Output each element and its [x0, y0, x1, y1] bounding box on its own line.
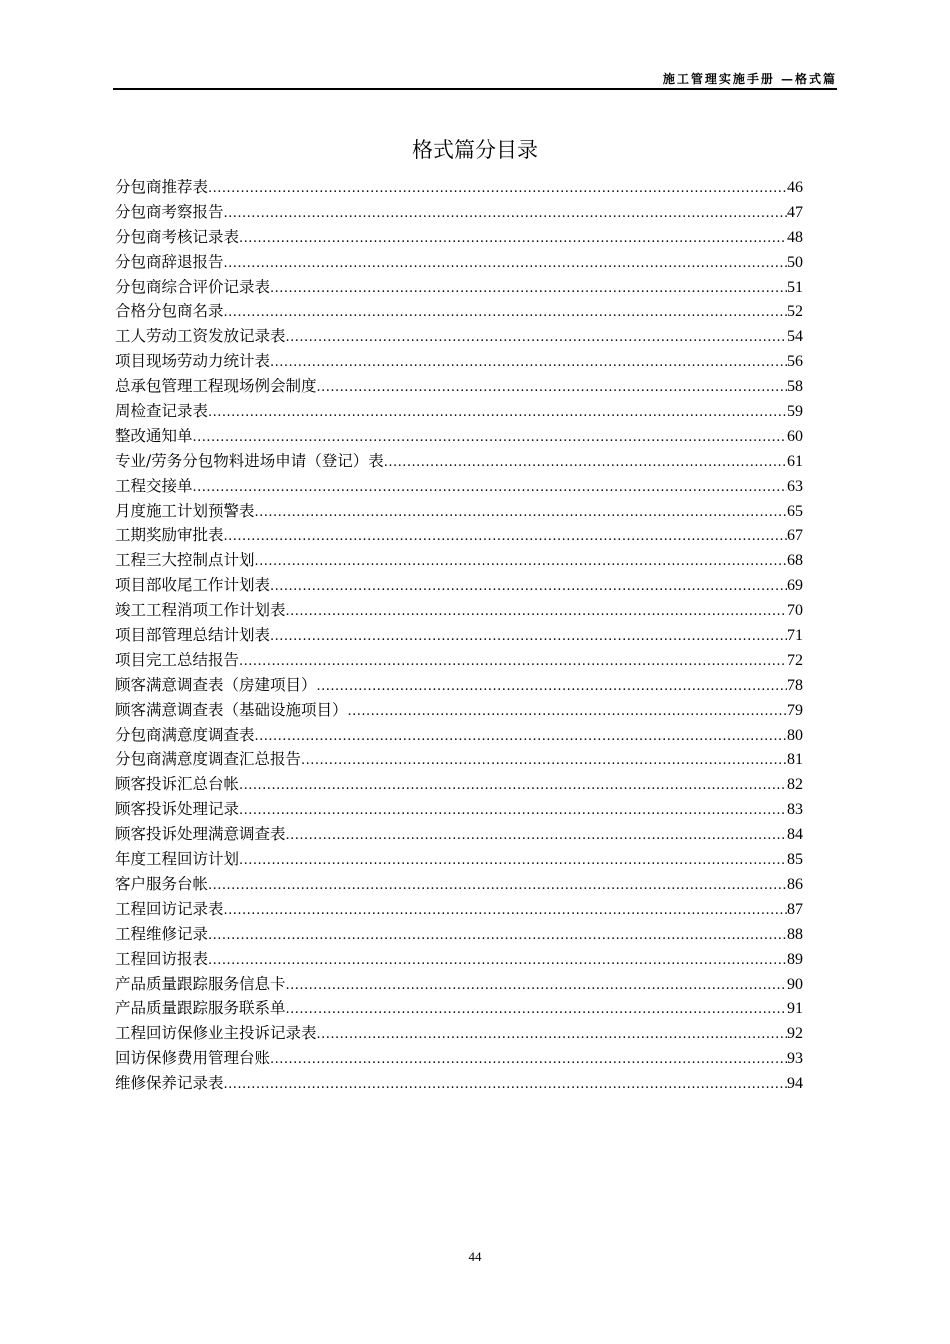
toc-dot-leader	[224, 301, 787, 324]
toc-dot-leader	[255, 501, 787, 524]
toc-dot-leader	[270, 277, 787, 300]
toc-dot-leader	[384, 451, 787, 474]
toc-entry[interactable]	[115, 523, 803, 548]
toc-dot-leader	[239, 227, 787, 250]
toc-entry-label: 工程三大控制点计划	[115, 551, 255, 570]
toc-entry-page: 50	[787, 253, 803, 271]
toc-entry-page: 71	[787, 627, 803, 645]
toc-dot-leader	[286, 600, 787, 623]
toc-entry-page: 89	[787, 950, 803, 968]
toc-dot-leader	[224, 525, 787, 548]
toc-entry[interactable]	[115, 399, 803, 424]
toc-dot-leader	[286, 998, 787, 1021]
toc-entry-page: 92	[787, 1025, 803, 1043]
toc-dot-leader	[239, 650, 787, 673]
toc-entry[interactable]	[115, 623, 803, 648]
toc-entry-label: 分包商满意度调查汇总报告	[115, 750, 302, 769]
toc-entry[interactable]	[115, 797, 803, 822]
toc-dot-leader	[208, 924, 787, 947]
toc-entry[interactable]	[115, 250, 803, 275]
toc-entry[interactable]	[115, 225, 803, 250]
toc-entry[interactable]	[115, 598, 803, 623]
toc-entry-page: 56	[787, 353, 803, 371]
toc-dot-leader	[317, 675, 787, 698]
toc-entry[interactable]	[115, 822, 803, 847]
toc-entry-label: 顾客满意调查表（房建项目）	[115, 675, 317, 694]
page-header	[113, 66, 837, 90]
toc-entry[interactable]	[115, 673, 803, 698]
toc-entry-page: 81	[787, 751, 803, 769]
toc-entry[interactable]	[115, 1021, 803, 1046]
page-title: 格式篇分目录	[412, 138, 538, 162]
toc-dot-leader	[286, 824, 787, 847]
toc-entry[interactable]	[115, 772, 803, 797]
toc-entry-label: 客户服务台帐	[115, 874, 209, 893]
toc-entry-page: 63	[787, 477, 803, 495]
toc-entry-page: 84	[787, 826, 803, 844]
toc-entry-page: 82	[787, 776, 803, 794]
toc-entry-label: 工程回访报表	[115, 949, 209, 968]
toc-entry-page: 52	[787, 303, 803, 321]
toc-dot-leader	[270, 625, 787, 648]
toc-entry-page: 59	[787, 403, 803, 421]
toc-entry-page: 54	[787, 328, 803, 346]
toc-entry-page: 67	[787, 527, 803, 545]
toc-entry-label: 工人劳动工资发放记录表	[115, 327, 286, 346]
toc-entry-page: 86	[787, 875, 803, 893]
toc-entry-label: 周检查记录表	[115, 402, 209, 421]
toc-dot-leader	[208, 177, 787, 200]
toc-entry-label: 工程交接单	[115, 476, 193, 495]
toc-entry-label: 项目完工总结报告	[115, 650, 240, 669]
toc-entry[interactable]	[115, 1071, 803, 1096]
toc-entry-page: 85	[787, 851, 803, 869]
toc-entry-label: 合格分包商名录	[115, 302, 224, 321]
toc-entry-label: 顾客投诉处理记录	[115, 800, 240, 819]
toc-entry-label: 工期奖励审批表	[115, 526, 224, 545]
toc-entry-page: 93	[787, 1050, 803, 1068]
toc-dot-leader	[317, 1023, 787, 1046]
toc-entry[interactable]	[115, 424, 803, 449]
toc-entry-page: 60	[787, 427, 803, 445]
toc-entry-page: 69	[787, 577, 803, 595]
toc-entry-label: 整改通知单	[115, 426, 193, 445]
toc-entry-label: 工程维修记录	[115, 924, 209, 943]
toc-entry-page: 88	[787, 925, 803, 943]
toc-dot-leader	[224, 1073, 787, 1096]
toc-entry-label: 项目部管理总结计划表	[115, 626, 271, 645]
toc-entry[interactable]	[115, 474, 803, 499]
toc-dot-leader	[239, 849, 787, 872]
toc-entry[interactable]	[115, 872, 803, 897]
toc-entry-label: 分包商考察报告	[115, 202, 224, 221]
toc-entry[interactable]	[115, 573, 803, 598]
page-number: 44	[468, 1249, 482, 1264]
toc-dot-leader	[255, 550, 787, 573]
toc-entry[interactable]	[115, 922, 803, 947]
toc-entry-label: 竣工工程消项工作计划表	[115, 601, 286, 620]
toc-entry[interactable]	[115, 1046, 803, 1071]
toc-entry-label: 分包商辞退报告	[115, 252, 224, 271]
toc-entry[interactable]	[115, 548, 803, 573]
toc-entry-page: 47	[787, 203, 803, 221]
toc-dot-leader	[224, 202, 787, 225]
toc-entry[interactable]	[115, 499, 803, 524]
toc-entry[interactable]	[115, 723, 803, 748]
toc-entry[interactable]	[115, 897, 803, 922]
toc-dot-leader	[255, 725, 787, 748]
toc-dot-leader	[239, 774, 787, 797]
toc-entry[interactable]	[115, 349, 803, 374]
toc-dot-leader	[286, 326, 787, 349]
toc-entry-page: 46	[787, 179, 803, 196]
toc-entry-label: 顾客投诉处理满意调查表	[115, 825, 286, 844]
toc-entry-label: 年度工程回访计划	[115, 850, 240, 869]
toc-dot-leader	[301, 749, 787, 772]
toc-entry[interactable]	[115, 175, 803, 200]
toc-entry-page: 61	[787, 452, 803, 470]
toc-entry[interactable]	[115, 847, 803, 872]
toc-entry[interactable]	[115, 747, 803, 772]
table-of-contents	[115, 175, 803, 1096]
toc-entry[interactable]	[115, 972, 803, 997]
toc-entry-page: 91	[787, 1000, 803, 1018]
toc-entry-page: 70	[787, 602, 803, 620]
toc-dot-leader	[270, 575, 787, 598]
toc-entry-label: 分包商考核记录表	[115, 227, 240, 246]
toc-entry[interactable]	[115, 996, 803, 1021]
toc-entry-label: 专业/劳务分包物料进场申请（登记）表	[115, 451, 384, 470]
toc-dot-leader	[193, 476, 787, 499]
toc-entry-page: 90	[787, 975, 803, 993]
toc-dot-leader	[270, 1048, 787, 1071]
toc-dot-leader	[208, 874, 787, 897]
toc-dot-leader	[270, 351, 787, 374]
toc-entry-label: 分包商推荐表	[115, 178, 209, 196]
toc-dot-leader	[317, 376, 787, 399]
toc-entry[interactable]	[115, 374, 803, 399]
toc-entry[interactable]	[115, 449, 803, 474]
toc-entry-label: 总承包管理工程现场例会制度	[115, 377, 317, 396]
toc-dot-leader	[286, 974, 787, 997]
toc-entry-page: 51	[787, 278, 803, 296]
toc-entry-page: 83	[787, 801, 803, 819]
toc-entry[interactable]	[115, 200, 803, 225]
toc-entry-page: 68	[787, 552, 803, 570]
toc-entry-label: 顾客满意调查表（基础设施项目）	[115, 700, 348, 719]
toc-entry-label: 顾客投诉汇总台帐	[115, 775, 240, 794]
toc-entry-label: 分包商综合评价记录表	[115, 277, 271, 296]
toc-entry-page: 87	[787, 900, 803, 918]
toc-entry-label: 项目现场劳动力统计表	[115, 352, 271, 371]
toc-dot-leader	[348, 700, 787, 723]
toc-dot-leader	[193, 426, 787, 449]
toc-entry-label: 月度施工计划预警表	[115, 501, 255, 520]
toc-entry-label: 回访保修费用管理台账	[115, 1049, 271, 1068]
toc-dot-leader	[208, 949, 787, 972]
toc-entry[interactable]	[115, 648, 803, 673]
toc-entry-page: 80	[787, 726, 803, 744]
toc-entry-label: 产品质量跟踪服务信息卡	[115, 974, 286, 993]
toc-entry[interactable]	[115, 275, 803, 300]
toc-entry-label: 项目部收尾工作计划表	[115, 576, 271, 595]
toc-entry[interactable]	[115, 324, 803, 349]
toc-entry-page: 65	[787, 502, 803, 520]
toc-entry-page: 48	[787, 228, 803, 246]
toc-entry-page: 79	[787, 701, 803, 719]
toc-entry-page: 78	[787, 676, 803, 694]
toc-entry[interactable]	[115, 947, 803, 972]
toc-dot-leader	[224, 899, 787, 922]
toc-entry-label: 工程回访记录表	[115, 899, 224, 918]
toc-entry-label: 分包商满意度调查表	[115, 725, 255, 744]
header-title: 施工管理实施手册 —格式篇	[662, 72, 837, 86]
toc-entry-label: 工程回访保修业主投诉记录表	[115, 1024, 317, 1043]
toc-entry[interactable]	[115, 299, 803, 324]
toc-entry-page: 94	[787, 1075, 803, 1093]
toc-dot-leader	[208, 401, 787, 424]
toc-entry[interactable]	[115, 698, 803, 723]
toc-entry-label: 维修保养记录表	[115, 1074, 224, 1093]
toc-entry-page: 72	[787, 651, 803, 669]
toc-dot-leader	[224, 252, 787, 275]
toc-entry-page: 58	[787, 378, 803, 396]
toc-entry-label: 产品质量跟踪服务联系单	[115, 999, 286, 1018]
toc-dot-leader	[239, 799, 787, 822]
